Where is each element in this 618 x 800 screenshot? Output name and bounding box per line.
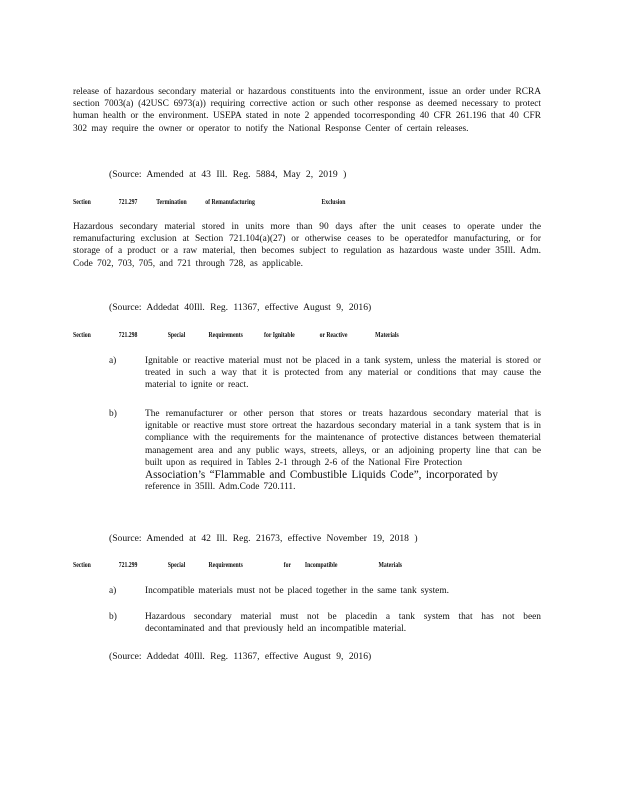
list-marker: a) <box>109 356 117 366</box>
list-marker: b) <box>109 612 117 622</box>
section-word: Section <box>73 561 91 569</box>
section-title-part: Exclusion <box>321 198 346 206</box>
section-title-part: Materials <box>378 561 403 569</box>
section-title-part: Special <box>167 331 186 339</box>
section-title-part: Materials <box>375 331 399 339</box>
section-title-part: of Remanufacturing <box>205 198 255 206</box>
section-title-part: Special <box>167 561 186 569</box>
list-item-b-decontaminated <box>109 611 541 639</box>
section-word: Section <box>73 331 91 339</box>
list-marker: b) <box>109 409 117 419</box>
list-item-text: Incompatible materials must not be placed together in the same tank system. <box>145 586 449 596</box>
list-item-a-ignitable <box>109 355 541 395</box>
section-heading-721-299 <box>73 560 457 570</box>
source-note-2: (Source: Addedat 40Ill. Reg. 11367, effective August 9, 2016) <box>109 302 372 313</box>
section-title-part: or Reactive <box>319 331 348 339</box>
section-word: Section <box>73 198 91 206</box>
section-title-part: for <box>283 561 292 569</box>
paragraph-termination: Hazardous secondary material stored in units more than 90 days after the unit ceases to operate under the remanufacturing exclusion at Section 721.104(a)(27) or otherwise ceases to be operatedfor manufacturing, or for storage of a product or a raw material, then becomes subject to regulation as hazardous waste under 35Ill. Adm. Code 702, 703, 705, and 721 through 728, as applicable. <box>73 222 541 269</box>
list-item-text: The remanufacturer or other person that stores or treats hazardous secondary material that is ignitable or reactive must store ortreat the hazardous secondary material in a tank system that is in compliance with the requirements for the maintenance of protective distances between thematerial management area and any public ways, streets, alleys, or an adjoining property line that can be built upon as required in Tables 2-1 through 2-6 of the National Fire Protection <box>145 409 541 468</box>
list-item-text: Ignitable or reactive material must not be placed in a tank system, unless the material is stored or treated in such a way that it is protected from any material or conditions that may cause the material to ignite or react. <box>145 356 541 391</box>
source-note-3: (Source: Amended at 42 Ill. Reg. 21673, effective November 19, 2018 ) <box>109 533 418 544</box>
section-title-part: Termination <box>156 198 187 206</box>
section-title-part: Incompatible <box>304 561 338 569</box>
list-item-a-incompatible <box>109 585 541 599</box>
paragraph-release: release of hazardous secondary material or hazardous constituents into the environment, issue an order under RCRA section 7003(a) (42USC 6973(a)) requiring corrective action or such other response as deemed necessary to protect human health or the environment. USEPA stated in note 2 appended tocorresponding 40 CFR 261.196 that 40 CFR 302 may require the owner or operator to notify the National Response Center of certain releases. <box>73 87 541 134</box>
list-item-text-end: reference in 35Ill. Adm.Code 720.111. <box>145 482 296 493</box>
section-number: 721.297 <box>118 198 138 206</box>
list-item-text-emphasis: Association’s “Flammable and Combustible Liquids Code”, incorporated by <box>145 469 498 482</box>
section-number: 721.299 <box>118 561 138 569</box>
source-note-1: (Source: Amended at 43 Ill. Reg. 5884, May 2, 2019 ) <box>109 169 347 180</box>
source-note-4: (Source: Addedat 40Ill. Reg. 11367, effective August 9, 2016) <box>109 651 372 662</box>
section-number: 721.298 <box>118 331 138 339</box>
section-heading-721-298 <box>73 330 457 340</box>
list-item-b-protective-distances <box>109 408 541 518</box>
section-title-part: for Ignitable <box>264 331 295 339</box>
list-item-text: Hazardous secondary material must not be placedin a tank system that has not been decontaminated and that previously held an incompatible material. <box>145 612 541 635</box>
list-item-text-block <box>145 408 541 493</box>
section-heading-721-297 <box>73 197 457 207</box>
section-title-part: Requirements <box>208 331 243 339</box>
list-marker: a) <box>109 586 117 596</box>
section-title-part: Requirements <box>208 561 243 569</box>
